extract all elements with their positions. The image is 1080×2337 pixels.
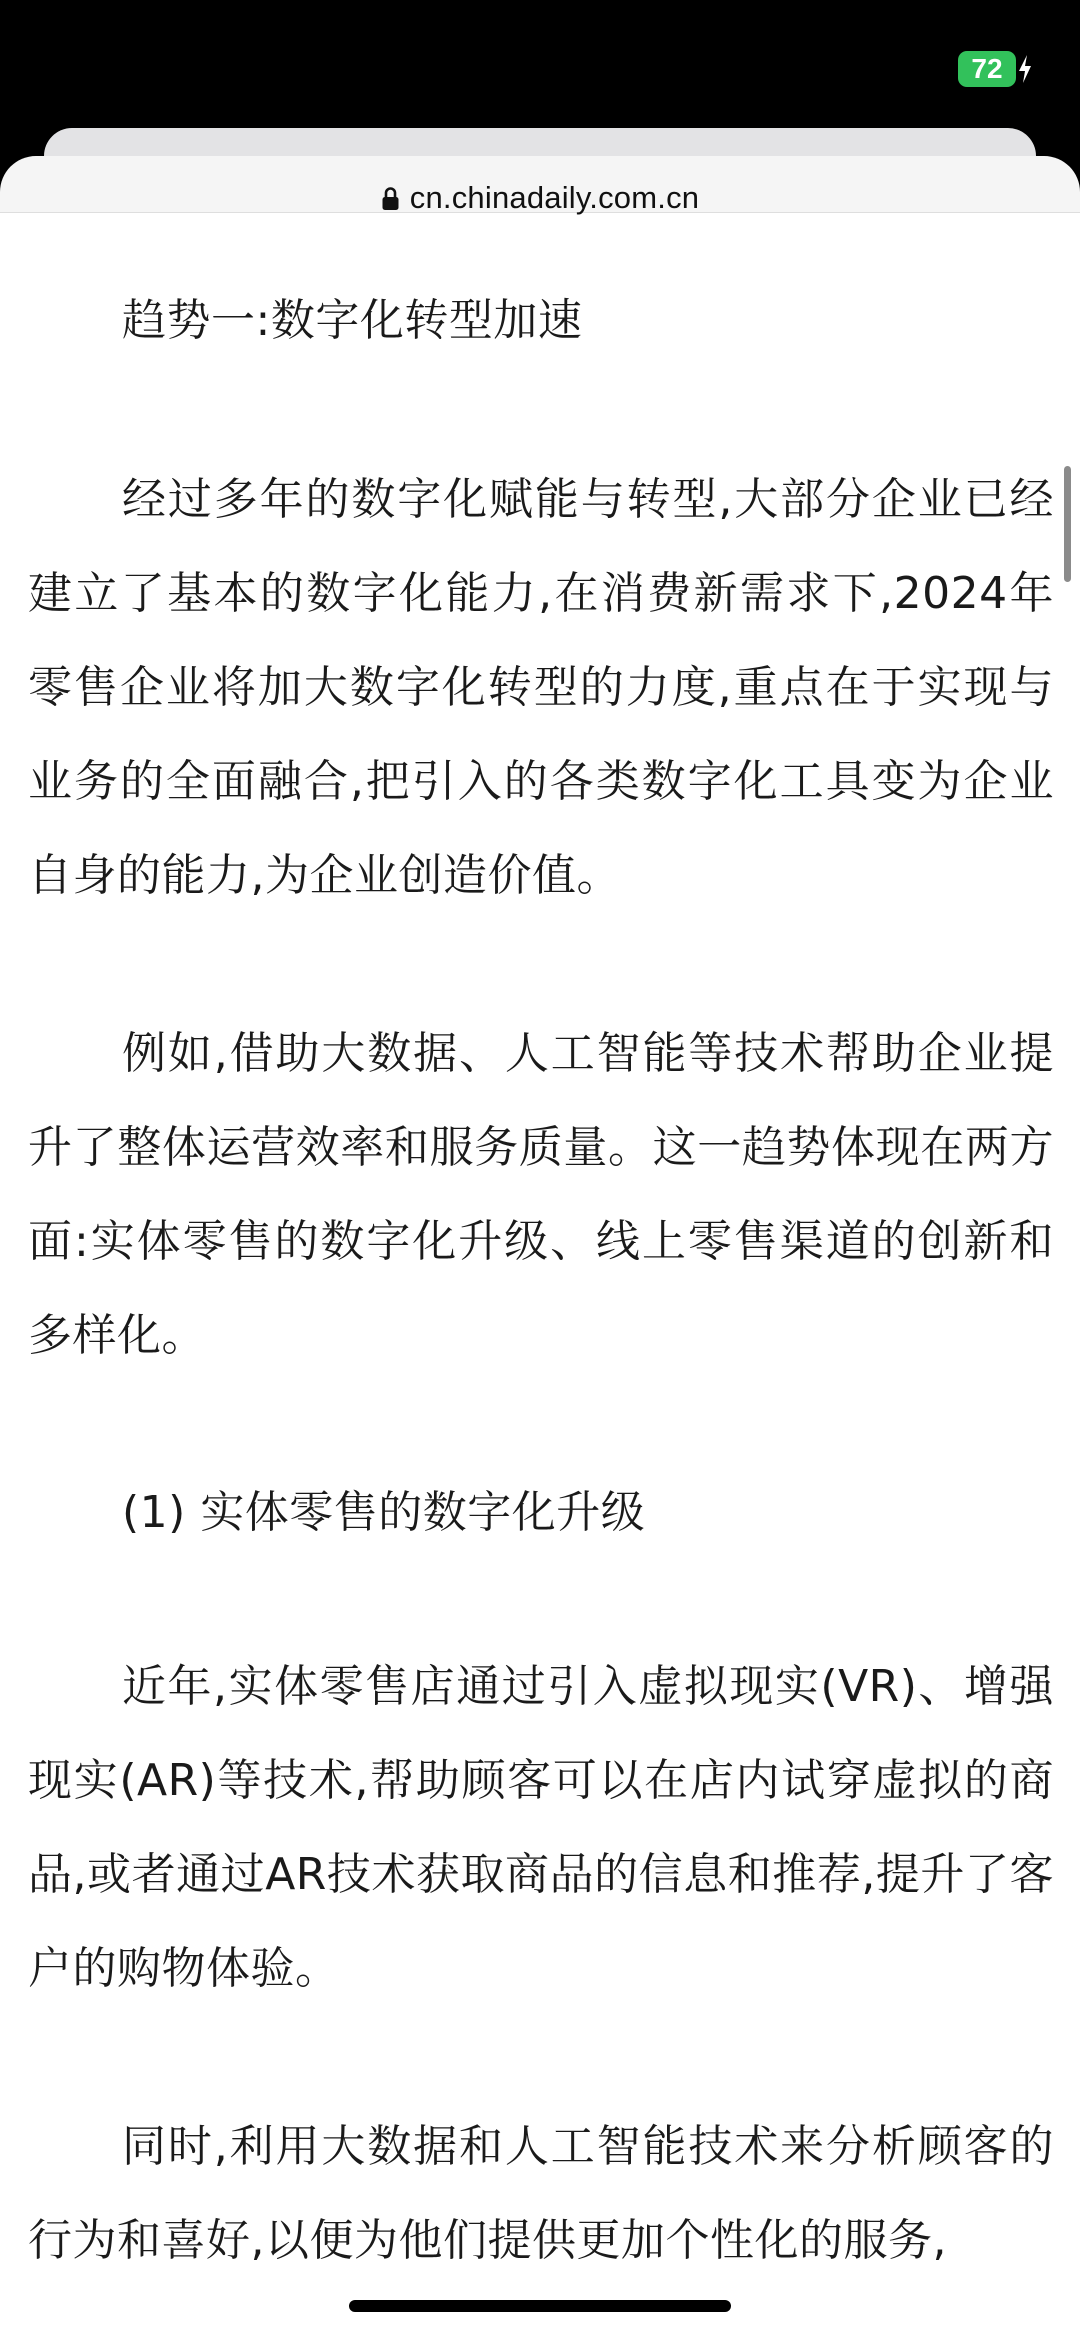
bolt-icon	[1017, 54, 1033, 84]
article-content[interactable]	[0, 213, 1080, 2337]
article-paragraph: 近年,实体零售店通过引入虚拟现实(VR)、增强现实(AR)等技术,帮助顾客可以在店内试穿虚拟的商品,或者通过AR技术获取商品的信息和推荐,提升了客户的购物体验。	[28, 1661, 1054, 1994]
url-text: cn.chinadaily.com.cn	[409, 180, 700, 215]
browser-toolbar	[0, 156, 1080, 213]
section-heading: 趋势一:数字化转型加速	[122, 295, 583, 346]
article-paragraph: 经过多年的数字化赋能与转型,大部分企业已经建立了基本的数字化能力,在消费新需求下,2024年零售企业将加大数字化转型的力度,重点在于实现与业务的全面融合,把引入的各类数字化工具变为企业自身的能力,为企业创造价值。	[28, 474, 1054, 901]
home-indicator[interactable]	[349, 2300, 731, 2312]
lock-icon	[381, 186, 400, 211]
article-paragraph: 同时,利用大数据和人工智能技术来分析顾客的行为和喜好,以便为他们提供更加个性化的服务,	[28, 2121, 1054, 2266]
subsection-heading: (1) 实体零售的数字化升级	[122, 1487, 646, 1538]
article-paragraph: 例如,借助大数据、人工智能等技术帮助企业提升了整体运营效率和服务质量。这一趋势体现在两方面:实体零售的数字化升级、线上零售渠道的创新和多样化。	[28, 1028, 1054, 1361]
scrollbar[interactable]	[1064, 466, 1071, 582]
battery-indicator	[958, 50, 1033, 88]
url-bar[interactable]	[0, 180, 1080, 216]
battery-level: 72	[958, 51, 1016, 87]
